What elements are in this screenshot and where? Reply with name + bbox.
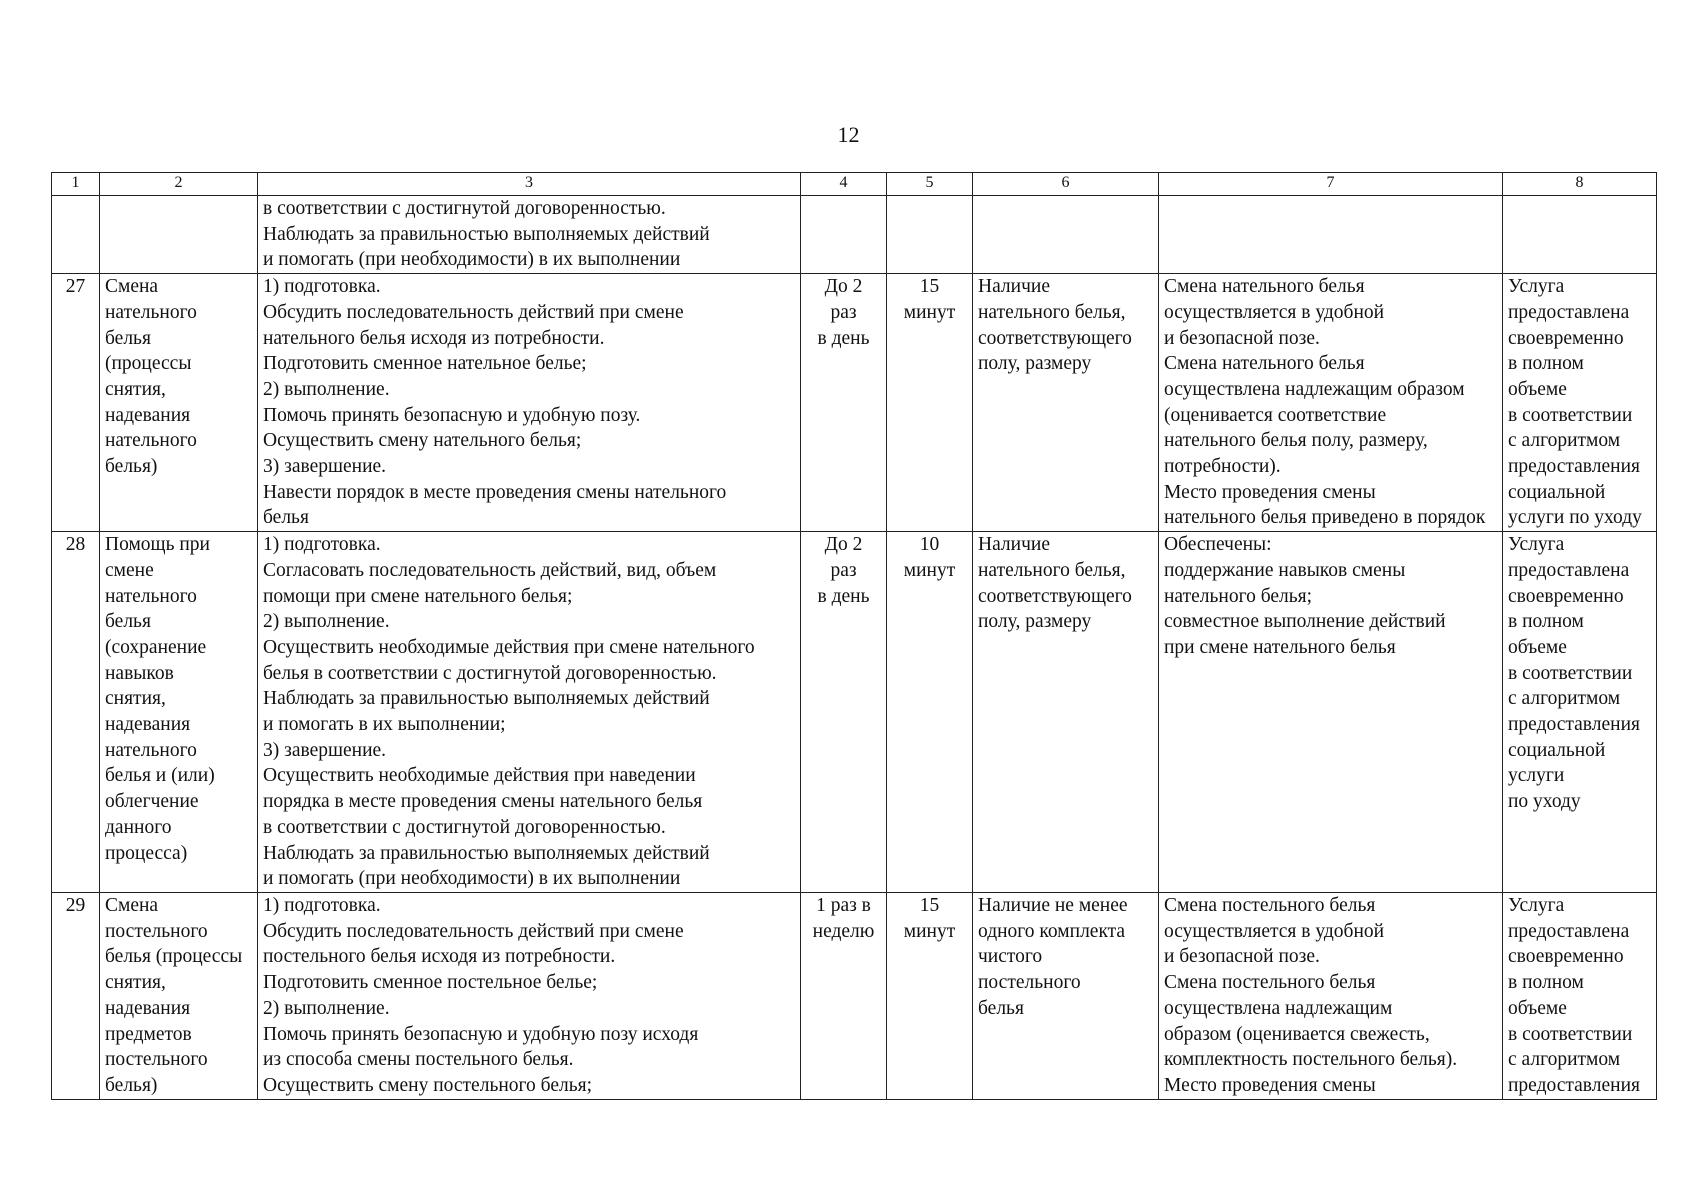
cell-line: белья	[978, 997, 1024, 1019]
cell-line: и помогать в их выполнении;	[263, 714, 506, 736]
cell-line: Осуществить смену постельного белья;	[263, 1074, 592, 1096]
cell-line: одного комплекта	[978, 920, 1126, 942]
cell-line: комплектность постельного белья).	[1164, 1049, 1458, 1071]
cell-line: надевания	[105, 714, 191, 736]
cell-line: и помогать (при необходимости) в их выполнении	[263, 868, 681, 890]
cell-line: социальной	[1508, 739, 1606, 761]
cell-line: навыков	[105, 662, 174, 684]
table-row	[52, 274, 1657, 532]
cell-line: белья в соответствии с достигнутой договоренностью.	[263, 662, 717, 684]
col-header-5: 5	[887, 173, 973, 196]
cell-line: Наличие не менее	[978, 894, 1128, 916]
conditions-cell	[973, 532, 1159, 893]
cell-line: с алгоритмом	[1508, 1049, 1621, 1071]
cell-line: объеме	[1508, 378, 1567, 400]
cell-line: социальной	[1508, 481, 1606, 503]
cell-line: постельного	[105, 920, 208, 942]
cell-line: минут	[903, 920, 956, 942]
cell-line: в соответствии	[1508, 1023, 1633, 1045]
cell-line: Навести порядок в месте проведения смены нательного	[263, 481, 727, 503]
cell-line: нательного белья;	[1164, 585, 1313, 607]
service-name-cell	[100, 892, 258, 1099]
cell-line: образом (оценивается свежесть,	[1164, 1023, 1430, 1045]
cell-line: предметов	[105, 1023, 192, 1045]
cell-line: Наблюдать за правильностью выполняемых действий	[263, 842, 710, 864]
conditions-cell	[973, 892, 1159, 1099]
cell-line: Осуществить необходимые действия при наведении	[263, 765, 696, 787]
row-number-cell	[52, 196, 100, 274]
cell-line: нательного	[105, 739, 197, 761]
cell-line: 2) выполнение.	[263, 997, 390, 1019]
cell-line: постельного	[105, 1049, 208, 1071]
cell-line: в день	[817, 327, 870, 349]
cell-line: осуществляется в удобной	[1164, 920, 1385, 942]
table-row	[52, 532, 1657, 893]
cell-line: Наличие	[978, 534, 1050, 556]
table-row	[52, 196, 1657, 274]
cell-line: 2) выполнение.	[263, 611, 390, 633]
periodicity-cell	[801, 892, 887, 1099]
cell-line: своевременно	[1508, 585, 1624, 607]
cell-line: нательного белья приведено в порядок	[1164, 507, 1486, 529]
row-number-cell	[52, 274, 100, 532]
quality-indicators-cell	[1159, 532, 1503, 893]
cell-line: данного	[105, 816, 172, 838]
conditions-cell	[973, 274, 1159, 532]
cell-line: Смена	[105, 276, 159, 298]
evaluation-cell	[1503, 274, 1657, 532]
header-row	[52, 173, 1657, 196]
cell-line: нательного	[105, 585, 197, 607]
cell-line: потребности).	[1164, 456, 1281, 478]
cell-line: в соответствии	[1508, 404, 1633, 426]
evaluation-cell	[1503, 532, 1657, 893]
cell-line: (оценивается соответствие	[1164, 404, 1387, 426]
cell-line: услуги	[1508, 765, 1565, 787]
cell-line: Обсудить последовательность действий при смене	[263, 301, 684, 323]
row-number-cell	[52, 892, 100, 1099]
cell-line: (процессы	[105, 353, 192, 375]
cell-line: белья	[263, 507, 309, 529]
cell-line: процесса)	[105, 842, 188, 864]
cell-line: 29	[65, 894, 86, 916]
quality-indicators-cell	[1159, 274, 1503, 532]
cell-line: Осуществить необходимые действия при смене нательного	[263, 636, 755, 658]
cell-line: 3) завершение.	[263, 456, 387, 478]
cell-line: предоставлена	[1508, 920, 1630, 942]
cell-line: чистого	[978, 946, 1043, 968]
cell-line: Место проведения смены	[1164, 481, 1376, 503]
cell-line: Смена постельного белья	[1164, 894, 1376, 916]
cell-line: смене	[105, 559, 154, 581]
cell-line: полу, размеру	[978, 611, 1092, 633]
cell-line: предоставлена	[1508, 301, 1630, 323]
cell-line: нательного белья полу, размеру,	[1164, 430, 1428, 452]
cell-line: осуществляется в удобной	[1164, 301, 1385, 323]
quality-indicators-cell	[1159, 892, 1503, 1099]
cell-line: в полном	[1508, 353, 1584, 375]
cell-line: соответствующего	[978, 585, 1132, 607]
cell-line: при смене нательного белья	[1164, 636, 1396, 658]
quality-indicators-cell	[1159, 196, 1503, 274]
cell-line: нательного белья,	[978, 559, 1126, 581]
cell-line: 28	[65, 534, 86, 556]
cell-line: с алгоритмом	[1508, 688, 1621, 710]
col-header-1: 1	[52, 173, 100, 196]
cell-line: в соответствии с достигнутой договоренностью.	[263, 816, 666, 838]
cell-line: белья)	[105, 1074, 158, 1096]
services-table	[51, 172, 1657, 1100]
service-name-cell	[100, 274, 258, 532]
col-header-3: 3	[258, 173, 801, 196]
row-number-cell	[52, 532, 100, 893]
cell-line: Смена постельного белья	[1164, 972, 1376, 994]
cell-line: До 2	[824, 534, 863, 556]
cell-line: Согласовать последовательность действий, вид, объем	[263, 559, 717, 581]
cell-line: полу, размеру	[978, 353, 1092, 375]
cell-line: Обеспечены:	[1164, 534, 1272, 556]
cell-line: нательного	[105, 430, 197, 452]
cell-line: предоставления	[1508, 456, 1640, 478]
cell-line: Наблюдать за правильностью выполняемых действий	[263, 688, 710, 710]
cell-line: услуги по уходу	[1508, 507, 1642, 529]
duration-cell	[887, 274, 973, 532]
duration-cell	[887, 196, 973, 274]
col-header-4: 4	[801, 173, 887, 196]
cell-line: с алгоритмом	[1508, 430, 1621, 452]
cell-line: раз	[830, 559, 857, 581]
cell-line: 1) подготовка.	[263, 276, 381, 298]
periodicity-cell	[801, 274, 887, 532]
cell-line: Услуга	[1508, 534, 1565, 556]
cell-line: 15	[919, 276, 940, 298]
evaluation-cell	[1503, 196, 1657, 274]
cell-line: белья	[105, 327, 151, 349]
cell-line: снятия,	[105, 972, 166, 994]
cell-line: белья (процессы	[105, 946, 243, 968]
cell-line: раз	[830, 301, 857, 323]
cell-line: надевания	[105, 997, 191, 1019]
cell-line: надевания	[105, 404, 191, 426]
cell-line: осуществлена надлежащим образом	[1164, 378, 1465, 400]
cell-line: Место проведения смены	[1164, 1074, 1376, 1096]
periodicity-cell	[801, 196, 887, 274]
cell-line: Смена нательного белья	[1164, 353, 1365, 375]
cell-line: 1 раз в	[816, 894, 871, 916]
cell-line: по уходу	[1508, 791, 1581, 813]
cell-line: порядка в месте проведения смены нательного белья	[263, 791, 703, 813]
cell-line: 3) завершение.	[263, 739, 387, 761]
cell-line: 1) подготовка.	[263, 534, 381, 556]
cell-line: объеме	[1508, 636, 1567, 658]
cell-line: нательного белья,	[978, 301, 1126, 323]
cell-line: постельного	[978, 972, 1081, 994]
cell-line: соответствующего	[978, 327, 1132, 349]
col-header-8: 8	[1503, 173, 1657, 196]
cell-line: Услуга	[1508, 894, 1565, 916]
service-content-cell	[258, 196, 801, 274]
cell-line: своевременно	[1508, 946, 1624, 968]
cell-line: нательного	[105, 301, 197, 323]
cell-line: 2) выполнение.	[263, 378, 390, 400]
cell-line: Наблюдать за правильностью выполняемых действий	[263, 223, 710, 245]
cell-line: белья)	[105, 456, 158, 478]
cell-line: в полном	[1508, 972, 1584, 994]
cell-line: и помогать (при необходимости) в их выполнении	[263, 249, 681, 271]
cell-line: белья	[105, 611, 151, 633]
cell-line: 27	[65, 276, 86, 298]
service-name-cell	[100, 196, 258, 274]
cell-line: помощи при смене нательного белья;	[263, 585, 573, 607]
cell-line: минут	[903, 559, 956, 581]
service-name-cell	[100, 532, 258, 893]
cell-line: в соответствии с достигнутой договоренностью.	[263, 198, 666, 219]
cell-line: и безопасной позе.	[1164, 327, 1320, 349]
cell-line: из способа смены постельного белья.	[263, 1049, 574, 1071]
service-content-cell	[258, 532, 801, 893]
cell-line: облегчение	[105, 791, 199, 813]
cell-line: в полном	[1508, 611, 1584, 633]
duration-cell	[887, 892, 973, 1099]
col-header-6: 6	[973, 173, 1159, 196]
service-content-cell	[258, 892, 801, 1099]
table-body	[52, 196, 1657, 1100]
conditions-cell	[973, 196, 1159, 274]
cell-line: (сохранение	[105, 636, 207, 658]
cell-line: неделю	[812, 920, 875, 942]
cell-line: Помочь принять безопасную и удобную позу.	[263, 404, 641, 426]
cell-line: и безопасной позе.	[1164, 946, 1320, 968]
cell-line: предоставления	[1508, 714, 1640, 736]
duration-cell	[887, 532, 973, 893]
cell-line: минут	[903, 301, 956, 323]
cell-line: Смена	[105, 894, 159, 916]
evaluation-cell	[1503, 892, 1657, 1099]
col-header-2: 2	[100, 173, 258, 196]
cell-line: совместное выполнение действий	[1164, 611, 1446, 633]
table-row	[52, 892, 1657, 1099]
cell-line: Подготовить сменное постельное белье;	[263, 972, 598, 994]
cell-line: Подготовить сменное нательное белье;	[263, 353, 587, 375]
cell-line: 15	[919, 894, 940, 916]
cell-line: Помочь принять безопасную и удобную позу исходя	[263, 1023, 699, 1045]
cell-line: постельного белья исходя из потребности.	[263, 946, 616, 968]
periodicity-cell	[801, 532, 887, 893]
cell-line: До 2	[824, 276, 863, 298]
cell-line: в день	[817, 585, 870, 607]
cell-line: предоставления	[1508, 1074, 1640, 1096]
cell-line: нательного белья исходя из потребности.	[263, 327, 605, 349]
page-number: 12	[837, 122, 860, 147]
cell-line: Смена нательного белья	[1164, 276, 1365, 298]
cell-line: Осуществить смену нательного белья;	[263, 430, 582, 452]
cell-line: белья и (или)	[105, 765, 215, 787]
cell-line: снятия,	[105, 378, 166, 400]
cell-line: Обсудить последовательность действий при смене	[263, 920, 684, 942]
cell-line: осуществлена надлежащим	[1164, 997, 1393, 1019]
cell-line: 1) подготовка.	[263, 894, 381, 916]
cell-line: поддержание навыков смены	[1164, 559, 1406, 581]
cell-line: Помощь при	[105, 534, 210, 556]
cell-line: предоставлена	[1508, 559, 1630, 581]
service-content-cell	[258, 274, 801, 532]
cell-line: своевременно	[1508, 327, 1624, 349]
cell-line: Наличие	[978, 276, 1050, 298]
cell-line: в соответствии	[1508, 662, 1633, 684]
cell-line: Услуга	[1508, 276, 1565, 298]
cell-line: объеме	[1508, 997, 1567, 1019]
cell-line: 10	[919, 534, 940, 556]
col-header-7: 7	[1159, 173, 1503, 196]
cell-line: снятия,	[105, 688, 166, 710]
